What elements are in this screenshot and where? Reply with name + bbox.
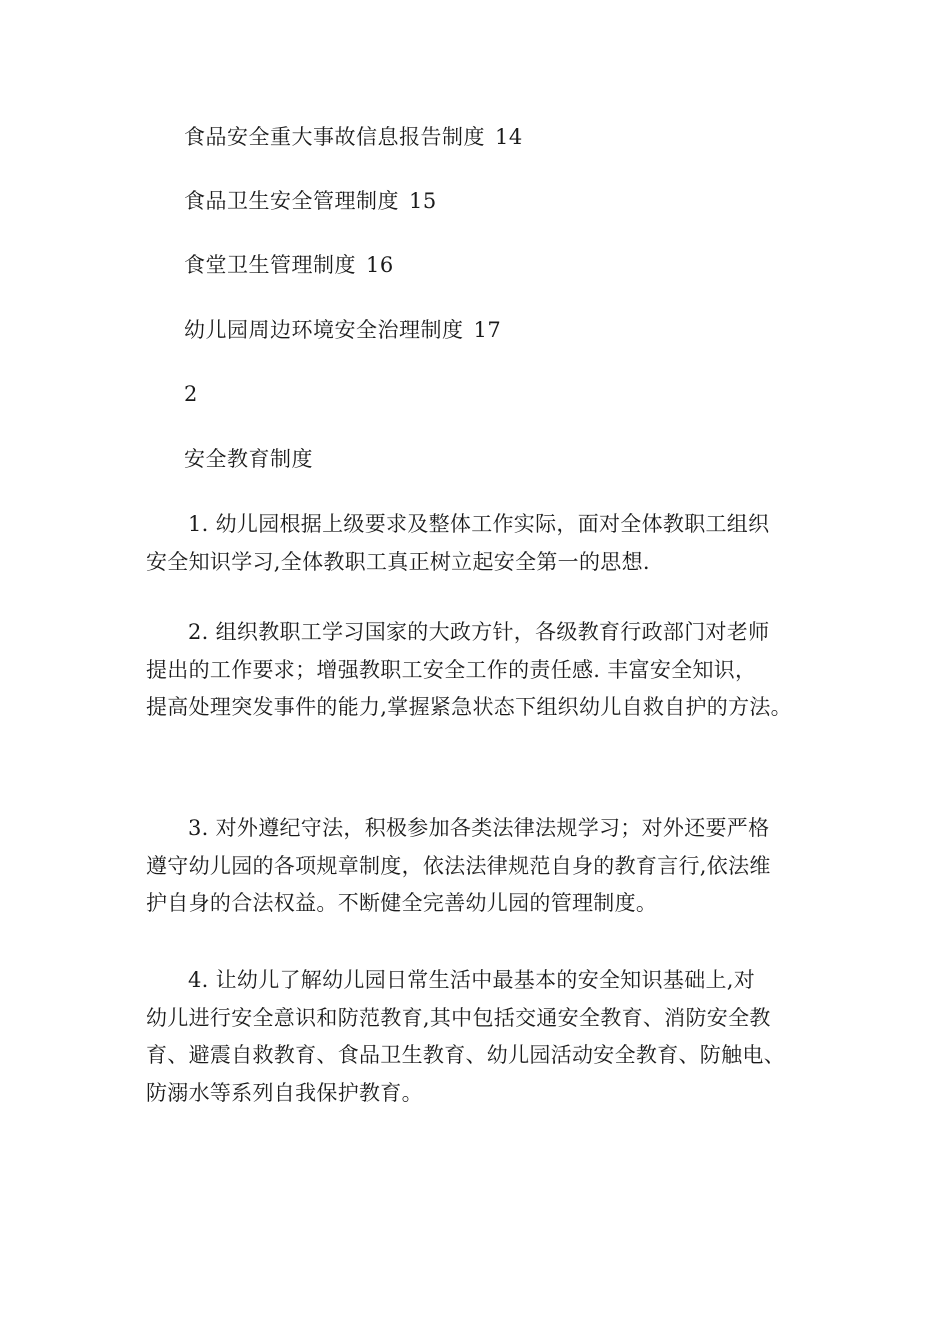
paragraph-line: 3. 对外遵纪守法，积极参加各类法律法规学习；对外还要严格 [188, 816, 770, 840]
toc-entry-title: 食品卫生安全管理制度 [184, 189, 399, 213]
paragraph-line: 1. 幼儿园根据上级要求及整体工作实际，面对全体教职工组织 [188, 512, 770, 536]
paragraph-line: 提高处理突发事件的能力,掌握紧急状态下组织幼儿自救自护的方法。 [146, 695, 792, 719]
toc-entry-title: 幼儿园周边环境安全治理制度 [184, 318, 464, 342]
toc-entry [184, 123, 523, 151]
toc-entry-page: 17 [473, 318, 502, 342]
paragraph-line: 提出的工作要求；增强教职工安全工作的责任感. 丰富安全知识， [146, 657, 757, 682]
paragraph-line: 遵守幼儿园的各项规章制度，依法法律规范自身的教育言行,依法维 [146, 853, 771, 878]
toc-entry-page: 14 [495, 125, 523, 149]
toc-entry-title: 食堂卫生管理制度 [184, 253, 356, 277]
paragraph-line: 安全知识学习,全体教职工真正树立起安全第一的思想. [146, 549, 650, 574]
page-number: 2 [184, 382, 198, 406]
toc-entry [184, 251, 394, 279]
paragraph-1 [146, 506, 826, 581]
paragraph-line: 护自身的合法权益。不断健全完善幼儿园的管理制度。 [146, 891, 658, 915]
toc-entry-page: 16 [366, 253, 394, 277]
section-title: 安全教育制度 [184, 447, 313, 471]
toc-entry [184, 316, 501, 344]
paragraph-line: 防溺水等系列自我保护教育。 [146, 1080, 423, 1105]
paragraph-3 [146, 810, 826, 923]
paragraph-2 [146, 614, 826, 727]
paragraph-line: 4. 让幼儿了解幼儿园日常生活中最基本的安全知识基础上,对 [188, 968, 756, 992]
paragraph-4 [146, 962, 826, 1112]
paragraph-line: 2. 组织教职工学习国家的大政方针，各级教育行政部门对老师 [188, 620, 770, 644]
paragraph-line: 育、避震自救教育、食品卫生教育、幼儿园活动安全教育、防触电、 [146, 1043, 785, 1067]
toc-entry [184, 187, 437, 215]
toc-entry-page: 15 [409, 189, 437, 213]
paragraph-line: 幼儿进行安全意识和防范教育,其中包括交通安全教育、消防安全教 [146, 1005, 771, 1030]
toc-entry-title: 食品安全重大事故信息报告制度 [184, 125, 485, 149]
